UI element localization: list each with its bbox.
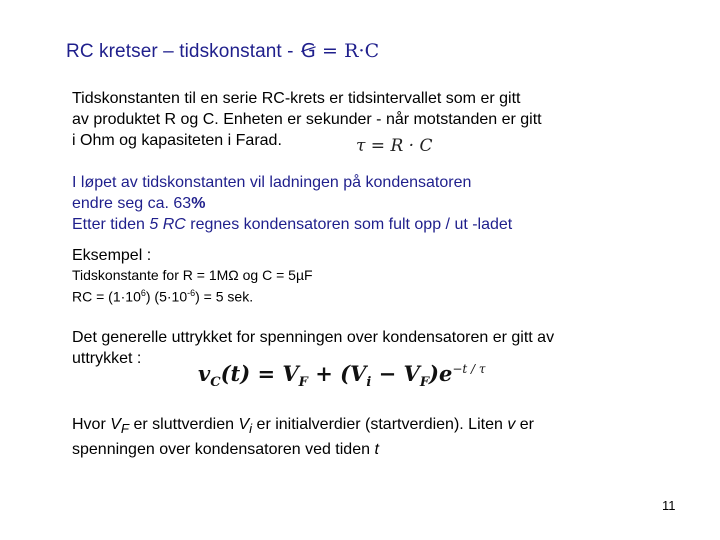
general-line: Det generelle uttrykket for spenningen over kondensatoren er gitt av [72,329,555,346]
formula-part: − V [371,361,420,386]
formula-part: = V [250,361,299,386]
highlight-line [72,193,512,214]
expl-part: Hvor [72,416,111,433]
intro-line: av produktet R og C. Enheten er sekunder - når motstanden er gitt [72,111,542,128]
expl-part: er sluttverdien [129,416,239,433]
expl-part: er [515,416,534,433]
formula-part: + (V [307,361,367,386]
calc-exp: -6 [187,288,196,298]
highlight-text: Etter tiden [72,216,150,233]
expl-part: er initialverdier (startverdien). Liten [252,416,508,433]
calc-exp: 6 [140,288,146,298]
tau-formula-image: τ = R · C [356,136,433,156]
formula-sub: F [298,375,308,391]
explanation-line [72,439,534,460]
slide-title [66,40,379,63]
expl-var: V [110,416,121,433]
expl-sub: i [249,421,253,437]
highlight-text: regnes kondensatoren som fult opp / ut -ladet [185,216,513,233]
expl-part: spenningen over kondensatoren ved tiden [72,441,375,459]
voltage-formula-image [198,361,486,390]
highlight-rc: 5 RC [149,216,186,233]
highlight-line [72,214,512,235]
formula-part: )e [429,361,453,386]
highlight-text: endre seg ca. 63 [72,195,192,212]
formula-sub: i [366,375,372,391]
intro-line: i Ohm og kapasiteten i Farad. [72,132,282,149]
expl-var: v [507,416,516,433]
formula-sub: F [419,375,430,391]
highlight-line: I løpet av tidskonstanten vil ladningen på kondensatoren [72,174,472,191]
intro-line: Tidskonstanten til en serie RC-krets er tidsintervallet som er gitt [72,90,521,107]
formula-part: (t) [220,361,251,386]
title-formula: Ꞡ = R·C [301,40,380,62]
formula-sub: C [210,375,221,391]
highlight-paragraph [72,172,512,235]
formula-exp: −t / τ [452,362,486,376]
expl-var: t [374,441,379,459]
example-calc [72,288,253,305]
expl-sub: F [120,421,130,437]
formula-part: v [198,361,211,386]
expl-var: V [238,416,250,433]
example-line: Tidskonstante for R = 1MΩ og C = 5µF [72,267,313,283]
explanation-paragraph [72,414,534,460]
intro-paragraph [72,88,542,151]
explanation-line [72,414,534,439]
calc-part: RC = (1·10 [72,288,141,305]
calc-part: ) (5·10 [145,288,188,305]
page-number: 11 [662,498,676,513]
general-line: uttrykket : [72,350,142,367]
percent-sign: % [191,195,206,212]
calc-part: ) = 5 sek. [195,288,254,305]
title-text: RC kretser – tidskonstant - [66,41,294,62]
example-heading: Eksempel : [72,247,152,264]
